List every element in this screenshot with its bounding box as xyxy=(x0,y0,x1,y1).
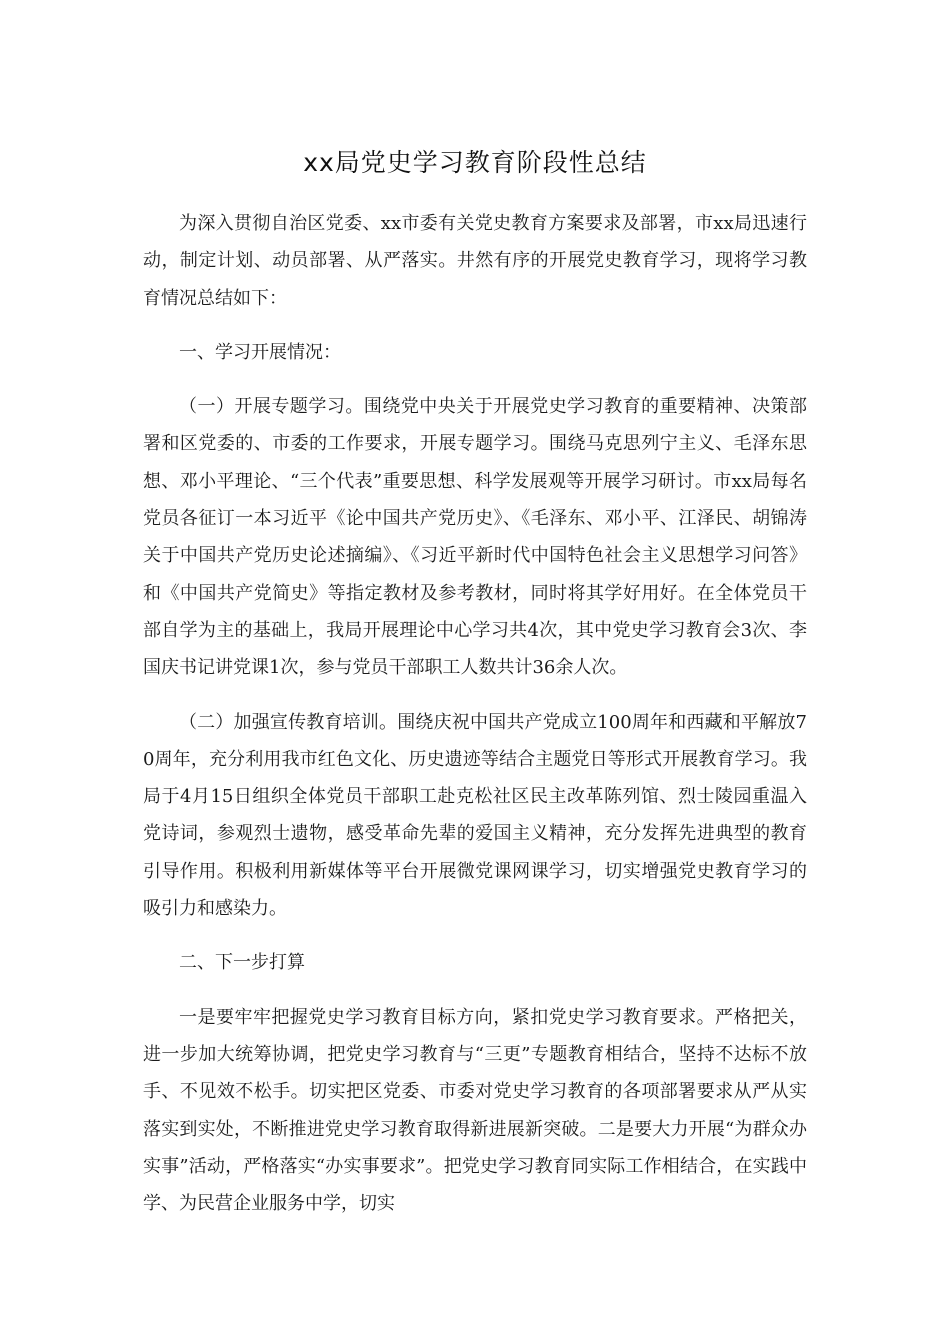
paragraph-next-steps: 一是要牢牢把握党史学习教育目标方向，紧扣党史学习教育要求。严格把关，进一步加大统筹协调，把党史学习教育与“三更”专题教育相结合，坚持不达标不放手、不见效不松手。切实把区党委、市委对党史学习教育的各项部署要求从严从实落实到实处，不断推进党史学习教育取得新进展新突破。二是要大力开展“为群众办实事”活动，严格落实“办实事要求”。把党史学习教育同实际工作相结合，在实践中学、为民营企业服务中学，切实 xyxy=(143,1006,807,1215)
section-heading-1: 一、学习开展情况： xyxy=(179,341,341,363)
document-title: xx局党史学习教育阶段性总结 xyxy=(303,148,647,177)
paragraph-topic-study: （一）开展专题学习。围绕党中央关于开展党史学习教育的重要精神、决策部署和区党委的、市委的工作要求，开展专题学习。围绕马克思列宁主义、毛泽东思想、邓小平理论、“三个代表”重要思想、科学发展观等开展学习研讨。市xx局每名党员各征订一本习近平《论中国共产党历史》、《毛泽东、邓小平、江泽民、胡锦涛关于中国共产党历史论述摘编》、《习近平新时代中国特色社会主义思想学习问答》和《中国共产党简史》等指定教材及参考教材，同时将其学好用好。在全体党员干部自学为主的基础上，我局开展理论中心学习共4次，其中党史学习教育会3次、李国庆书记讲党课1次，参与党员干部职工人数共计36余人次。 xyxy=(143,396,807,679)
document-body xyxy=(143,205,807,1222)
paragraph-publicity-training: （二）加强宣传教育培训。围绕庆祝中国共产党成立100周年和西藏和平解放70周年，充分利用我市红色文化、历史遗迹等结合主题党日等形式开展教育学习。我局于4月15日组织全体党员干部职工赴克松社区民主改革陈列馆、烈士陵园重温入党诗词，参观烈士遗物，感受革命先辈的爱国主义精神，充分发挥先进典型的教育引导作用。积极利用新媒体等平台开展微党课网课学习，切实增强党史教育学习的吸引力和感染力。 xyxy=(143,711,807,920)
intro-paragraph: 为深入贯彻自治区党委、xx市委有关党史教育方案要求及部署，市xx局迅速行动，制定计划、动员部署、从严落实。井然有序的开展党史教育学习，现将学习教育情况总结如下： xyxy=(143,213,807,309)
section-heading-2: 二、下一步打算 xyxy=(179,952,305,974)
